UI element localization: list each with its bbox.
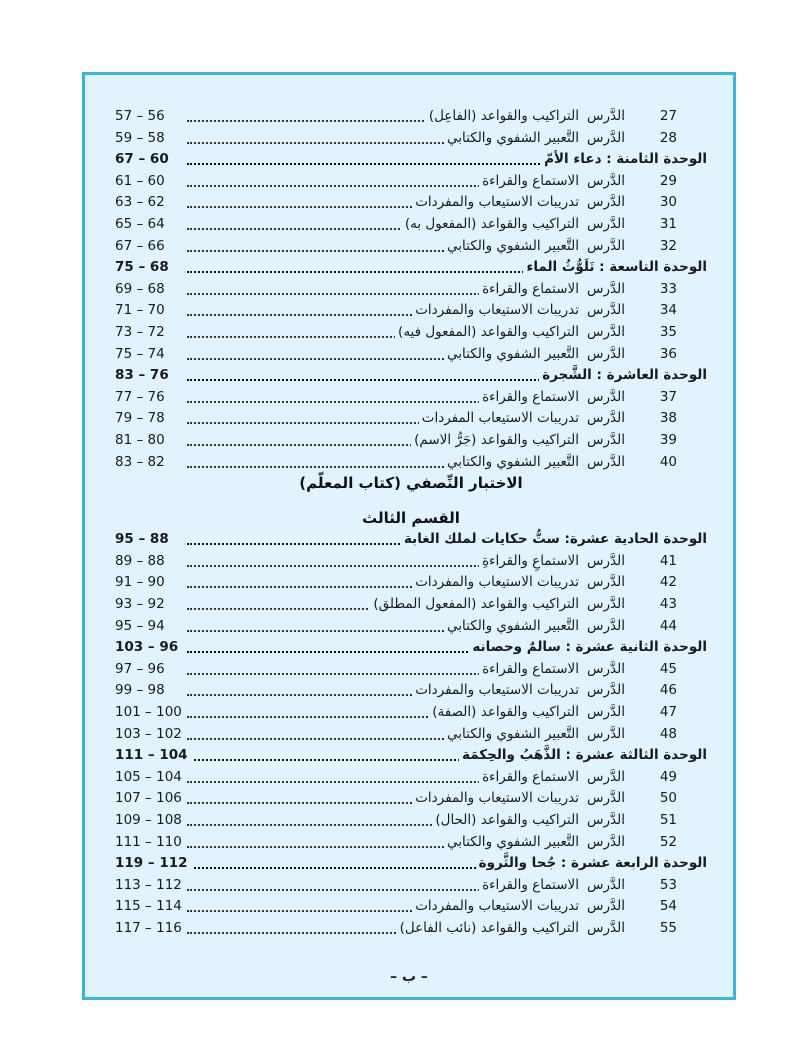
lesson-label: الدَّرس (587, 345, 625, 362)
lesson-label: الدَّرس (587, 280, 625, 297)
lesson-title: التَّعبير الشفوي والكتابي (444, 724, 579, 746)
lesson-number: 55 (659, 919, 677, 936)
lesson-title: التَّعبير الشفوي والكتابي (444, 616, 579, 638)
lesson-row (115, 344, 707, 366)
lesson-row (115, 767, 707, 789)
lesson-row (115, 387, 707, 409)
lesson-row (115, 659, 707, 681)
lesson-number: 42 (659, 574, 677, 591)
lesson-title: تدريبات الاستيعاب المفردات (419, 408, 579, 430)
page-range: 61 – 60 (115, 171, 169, 193)
unit-title: الوحدة العاشرة : الشَّجرة (539, 365, 707, 387)
lesson-number: 36 (659, 345, 677, 362)
lesson-number: 41 (659, 552, 677, 569)
page-range: 67 – 60 (115, 149, 173, 171)
lesson-label: الدَّرس (587, 725, 625, 742)
lesson-row (115, 214, 707, 236)
lesson-number: 48 (659, 725, 677, 742)
page-range: 65 – 64 (115, 214, 169, 236)
unit-title: الوحدة الثالثة عشرة : الذَّهَبُ والحِكمَة (459, 745, 707, 767)
lesson-label: الدَّرس (587, 108, 625, 124)
lesson-title: التَّعبير الشفوي والكتابي (444, 832, 579, 854)
lesson-number: 38 (659, 410, 677, 427)
lesson-number: 30 (659, 194, 677, 211)
page-range: 111 – 110 (115, 832, 186, 854)
page-range: 119 – 112 (115, 853, 192, 875)
lesson-row (115, 810, 707, 832)
lesson-label: الدَّرس (587, 660, 625, 677)
lesson-number: 49 (659, 768, 677, 785)
lesson-row (115, 106, 707, 128)
lesson-title: الاستماع والقراءة (479, 659, 579, 681)
lesson-label: الدَّرس (587, 323, 625, 340)
lesson-title: الاستماعِ والقراءةِ (479, 551, 579, 573)
lesson-title: الاستماع والقراءة (479, 279, 579, 301)
page-range: 89 – 88 (115, 551, 169, 573)
lesson-label: الدَّرس (587, 410, 625, 427)
unit-row (115, 637, 707, 659)
lesson-title: التَّعبير الشفوي والكتابي (444, 236, 579, 258)
unit-title: الوحدة الثامنة : دعاء الأمّ (541, 149, 707, 171)
page-range: 79 – 78 (115, 408, 169, 430)
page-range: 57 – 56 (115, 106, 169, 128)
lesson-label: الدَّرس (587, 574, 625, 591)
lesson-label: الدَّرس (587, 682, 625, 699)
unit-row (115, 365, 707, 387)
lesson-label: الدَّرس (587, 876, 625, 893)
unit-row (115, 257, 707, 279)
lesson-number: 34 (659, 302, 677, 319)
lesson-row (115, 832, 707, 854)
lesson-number: 51 (659, 812, 677, 828)
lesson-number: 40 (659, 453, 677, 470)
lesson-row (115, 236, 707, 258)
lesson-row (115, 128, 707, 150)
lesson-number: 46 (659, 682, 677, 699)
lesson-row (115, 702, 707, 724)
lesson-number: 44 (659, 617, 677, 634)
lesson-row (115, 192, 707, 214)
lesson-number: 39 (659, 431, 677, 448)
lesson-row (115, 724, 707, 746)
lesson-title: التَّعبير الشفوي والكتابي (444, 452, 579, 474)
lesson-row (115, 322, 707, 344)
dot-leader (187, 379, 572, 381)
page-range: 75 – 74 (115, 344, 169, 366)
lesson-row (115, 572, 707, 594)
lesson-row (115, 875, 707, 897)
page-range: 91 – 90 (115, 572, 169, 594)
lesson-title: التراكيب والقواعد (نائب الفاعل) (397, 918, 579, 940)
lesson-title: التراكيب والقواعد (المفعول المطلق) (370, 594, 579, 616)
lesson-row (115, 430, 707, 452)
lesson-label: الدَّرس (587, 431, 625, 448)
unit-row (115, 149, 707, 171)
lesson-number: 32 (659, 237, 677, 254)
lesson-title: الاستماع والقراءة (479, 875, 579, 897)
lesson-row (115, 171, 707, 193)
lesson-title: الاستماع والقراءة (479, 767, 579, 789)
lesson-label: الدَّرس (587, 453, 625, 470)
lesson-title: التَّعبير الشفوي والكتابي (444, 344, 579, 366)
lesson-number: 33 (659, 280, 677, 297)
page-range: 71 – 70 (115, 300, 169, 322)
lesson-title: التراكيب والقواعد (جَرُّ الاسم) (411, 430, 579, 452)
lesson-number: 35 (659, 323, 677, 340)
lesson-row (115, 896, 707, 918)
section-heading: القسم الثالث (362, 508, 460, 527)
lesson-row (115, 300, 707, 322)
lesson-label: الدَّرس (587, 768, 625, 785)
table-of-contents (115, 106, 707, 940)
page-range: 95 – 94 (115, 616, 169, 638)
page-range: 99 – 98 (115, 680, 169, 702)
lesson-row (115, 408, 707, 430)
page-range: 69 – 68 (115, 279, 169, 301)
page-number: – ب – (390, 969, 428, 985)
lesson-title: التراكيب والقواعد (الحال) (432, 810, 579, 832)
lesson-number: 50 (659, 790, 677, 807)
page-range: 93 – 92 (115, 594, 169, 616)
unit-row (115, 745, 707, 767)
lesson-title: تدريبات الاستيعاب والمفردات (412, 788, 579, 810)
lesson-row (115, 452, 707, 474)
page-range: 95 – 88 (115, 529, 173, 551)
lesson-label: الدَّرس (587, 302, 625, 319)
page-range: 111 – 104 (115, 745, 192, 767)
page-range: 81 – 80 (115, 430, 169, 452)
lesson-number: 45 (659, 660, 677, 677)
lesson-row (115, 680, 707, 702)
lesson-row (115, 788, 707, 810)
lesson-label: الدَّرس (587, 812, 625, 828)
lesson-title: التراكيب والقواعد (الفاعِل) (426, 106, 579, 128)
page-range: 113 – 112 (115, 875, 186, 897)
lesson-label: الدَّرس (587, 596, 625, 613)
lesson-title: الاستماع والقراءة (479, 387, 579, 409)
lesson-label: الدَّرس (587, 237, 625, 254)
lesson-title: التراكيب والقواعد (الصفة) (429, 702, 579, 724)
lesson-number: 54 (659, 898, 677, 915)
lesson-row (115, 551, 707, 573)
unit-row (115, 529, 707, 551)
unit-row (115, 853, 707, 875)
page-range: 77 – 76 (115, 387, 169, 409)
unit-title: الوحدة الثانية عشرة : سالمٌ وحصانه (469, 637, 707, 659)
lesson-number: 43 (659, 596, 677, 613)
lesson-number: 31 (659, 215, 677, 232)
page-range: 115 – 114 (115, 896, 186, 918)
page-range: 97 – 96 (115, 659, 169, 681)
lesson-row (115, 918, 707, 940)
page-range: 103 – 96 (115, 637, 182, 659)
page-range: 107 – 106 (115, 788, 186, 810)
unit-title: الوحدة الرابعة عشرة : جُحا والثَّروة (476, 853, 707, 875)
lesson-title: التراكيب والقواعد (المفعول فيه) (395, 322, 579, 344)
page-range: 83 – 82 (115, 452, 169, 474)
page-range: 75 – 68 (115, 257, 173, 279)
lesson-label: الدَّرس (587, 833, 625, 850)
lesson-label: الدَّرس (587, 129, 625, 146)
lesson-title: تدريبات الاستيعاب والمفردات (412, 896, 579, 918)
lesson-number: 27 (659, 108, 677, 124)
page-range: 105 – 104 (115, 767, 186, 789)
dot-leader (187, 271, 572, 273)
page-range: 73 – 72 (115, 322, 169, 344)
page-range: 103 – 102 (115, 724, 186, 746)
page-range: 67 – 66 (115, 236, 169, 258)
lesson-label: الدَّرس (587, 215, 625, 232)
lesson-label: الدَّرس (587, 790, 625, 807)
lesson-label: الدَّرس (587, 898, 625, 915)
lesson-title: تدريبات الاستيعاب والمفردات (412, 680, 579, 702)
lesson-title: التراكيب والقواعد (المفعول به) (402, 214, 579, 236)
lesson-label: الدَّرس (587, 388, 625, 405)
unit-title: الوحدة التاسعة : تَلَوُّثُ الماء (523, 257, 707, 279)
page-range: 63 – 62 (115, 192, 169, 214)
page-range: 101 – 100 (115, 702, 186, 724)
lesson-row (115, 279, 707, 301)
lesson-number: 29 (659, 172, 677, 189)
lesson-number: 28 (659, 129, 677, 146)
page-range: 59 – 58 (115, 128, 169, 150)
page-range: 83 – 76 (115, 365, 173, 387)
lesson-title: تدريبات الاستيعاب والمفردات (412, 572, 579, 594)
lesson-number: 53 (659, 876, 677, 893)
page-range: 117 – 116 (115, 918, 186, 940)
lesson-number: 52 (659, 833, 677, 850)
lesson-row (115, 594, 707, 616)
unit-title: الوحدة الحادية عشرة: ستُّ حكايات لملك الغابة (401, 529, 707, 551)
lesson-label: الدَّرس (587, 704, 625, 721)
lesson-label: الدَّرس (587, 617, 625, 634)
dot-leader (187, 163, 572, 165)
lesson-label: الدَّرس (587, 552, 625, 569)
lesson-title: تدريبات الاستيعاب والمفردات (412, 300, 579, 322)
page-range: 109 – 108 (115, 810, 186, 832)
lesson-title: الاستماع والقراءة (479, 171, 579, 193)
section-heading: الاختبار النِّصفي (كتاب المعلّم) (299, 474, 523, 493)
lesson-row (115, 616, 707, 638)
lesson-title: تدريبات الاستيعاب والمفردات (412, 192, 579, 214)
lesson-label: الدَّرس (587, 172, 625, 189)
lesson-title: التَّعبير الشفوي والكتابي (444, 128, 579, 150)
lesson-label: الدَّرس (587, 919, 625, 936)
lesson-number: 37 (659, 388, 677, 405)
lesson-label: الدَّرس (587, 194, 625, 211)
lesson-number: 47 (659, 704, 677, 721)
toc-frame (82, 72, 736, 1000)
